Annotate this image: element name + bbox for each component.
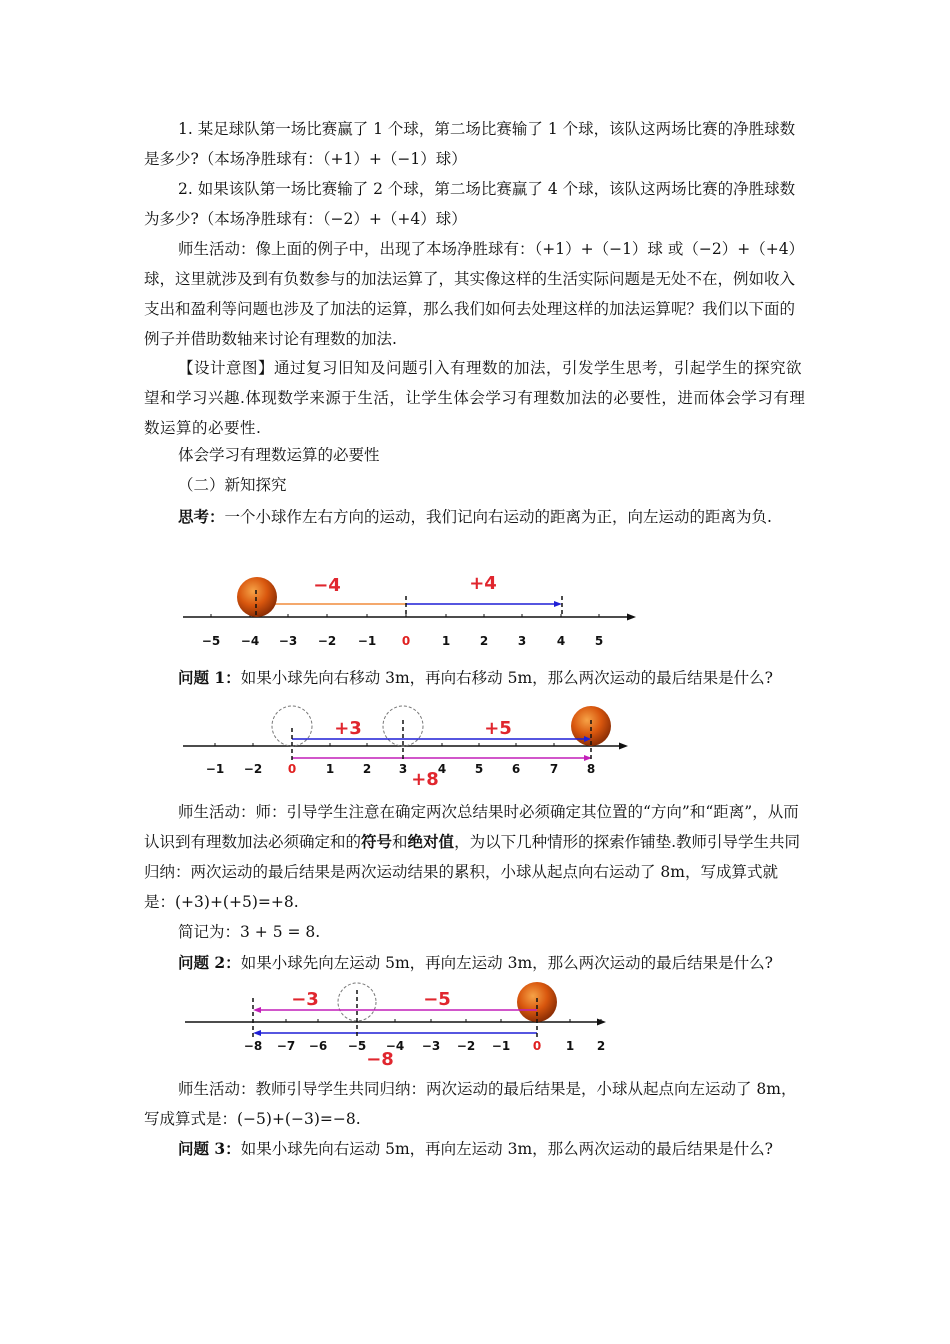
problem-3-label: 问题 3：	[178, 1139, 241, 1158]
tick-label: 1	[325, 762, 335, 776]
tick-label: −3	[421, 1039, 441, 1053]
activity-2-text-b: ，为以下几种情形的探索作铺垫.教师引导学生共同归纳：两次运动的最后结果是两次运动结果的累积，小球从起点向右运动了 8m，写成算式就是：(+3)+(+5)=+8.	[144, 833, 800, 911]
tick-label: −4	[240, 634, 260, 648]
tick-label: −3	[278, 634, 298, 648]
ghost-ball-mid	[338, 983, 376, 1021]
tick-label: −1	[357, 634, 377, 648]
question-1: 1. 某足球队第一场比赛赢了 1 个球，第二场比赛输了 1 个球，该队这两场比赛的净胜球数是多少?（本场净胜球有：（+1）+（−1）球）	[144, 120, 796, 168]
tick-label: −1	[491, 1039, 511, 1053]
jump-minus8-arrow	[253, 1030, 261, 1036]
think-label: 思考：	[178, 507, 225, 526]
jump-label-plus5: +5	[484, 718, 512, 739]
tick-label: −8	[243, 1039, 263, 1053]
necessity-note: 体会学习有理数运算的必要性	[178, 446, 380, 464]
question-2: 2. 如果该队第一场比赛输了 2 个球，第二场比赛赢了 4 个球，该队这两场比赛的净胜球数为多少?（本场净胜球有：（−2）+（+4）球）	[144, 180, 796, 228]
tick-label: 7	[549, 762, 559, 776]
tick-label: 3	[517, 634, 527, 648]
think-paragraph	[144, 502, 808, 532]
activity-2-and: 和	[392, 833, 408, 851]
keyword-absolute-value: 绝对值	[407, 832, 455, 851]
tick-label: 2	[596, 1039, 606, 1053]
tick-label-zero: 0	[401, 634, 411, 648]
problem-3	[144, 1134, 808, 1164]
teacher-student-activity-3: 师生活动：教师引导学生共同归纳：两次运动的最后结果是，小球从起点向左运动了 8m，写成算式是：(−5)+(−3)=−8.	[144, 1080, 797, 1128]
teacher-student-activity-1: 师生活动：像上面的例子中，出现了本场净胜球有：（+1）+（−1）球 或（−2）+（+4）球，这里就涉及到有负数参与的加法运算了，其实像这样的生活实际问题是无处不在，例如收入支出和盈利等问题也涉及了加法的运算，那么我们如何去处理这样的加法运算呢？我们以下面的例子并借助数轴来讨论有理数的加法.	[144, 240, 805, 348]
tick-label: −4	[385, 1039, 405, 1053]
tick-label: 4	[556, 634, 566, 648]
tick-label: −7	[276, 1039, 296, 1053]
tick-label: −2	[317, 634, 337, 648]
tick-label: 6	[511, 762, 521, 776]
design-intent: 【设计意图】通过复习旧知及问题引入有理数的加法，引发学生思考，引起学生的探究欲望和学习兴趣.体现数学来源于生活，让学生体会学习有理数加法的必要性，进而体会学习有理数运算的必要性.	[144, 359, 806, 437]
jump-arrow	[253, 1007, 261, 1013]
jump-label-plus8: +8	[411, 769, 439, 790]
think-text: 一个小球作左右方向的运动，我们记向右运动的距离为正，向左运动的距离为负.	[224, 508, 772, 526]
jump-label-minus8: −8	[366, 1049, 394, 1070]
tick-label: 1	[565, 1039, 575, 1053]
tick-label: 3	[398, 762, 408, 776]
problem-1-label: 问题 1：	[178, 668, 241, 687]
tick-label: 4	[437, 762, 447, 776]
problem-2	[144, 948, 808, 978]
tick-label-zero: 0	[532, 1039, 542, 1053]
tick-label: 8	[586, 762, 596, 776]
teacher-student-activity-2	[144, 797, 808, 917]
tick-label: −2	[243, 762, 263, 776]
activity-2-text-a: 师生活动：师：引导学生注意在确定两次总结果时必须确定其位置的“方向”和“距离”，从而认识到有理数加法必须确定和的	[144, 803, 799, 851]
jump-label-plus3: +3	[334, 718, 362, 739]
keyword-sign: 符号	[361, 832, 393, 851]
problem-3-text: 如果小球先向右运动 5m，再向左运动 3m，那么两次运动的最后结果是什么?	[240, 1140, 773, 1158]
jump-label-minus5: −5	[423, 989, 451, 1010]
tick-label: −5	[347, 1039, 367, 1053]
axis-arrow	[619, 743, 628, 750]
tick-label: 2	[362, 762, 372, 776]
tick-label: −2	[456, 1039, 476, 1053]
section-title: （二）新知探究	[178, 476, 287, 494]
axis-arrow	[627, 614, 636, 621]
tick-label: 5	[594, 634, 604, 648]
tick-label: 2	[479, 634, 489, 648]
number-line-figure-3	[0, 980, 950, 1070]
jump-label-plus4: +4	[469, 573, 497, 594]
ball-icon	[237, 577, 277, 617]
tick-label: −6	[308, 1039, 328, 1053]
ball-icon	[571, 706, 611, 746]
problem-1-text: 如果小球先向右移动 3m，再向右移动 5m，那么两次运动的最后结果是什么?	[240, 669, 773, 687]
tick-label: −1	[205, 762, 225, 776]
number-line-figure-1	[0, 570, 950, 650]
problem-1	[144, 663, 808, 693]
problem-2-label: 问题 2：	[178, 953, 241, 972]
ghost-ball-start	[272, 706, 312, 746]
tick-label-zero: 0	[287, 762, 297, 776]
tick-label: −5	[201, 634, 221, 648]
jump-label-minus4: −4	[313, 575, 341, 596]
jump-plus4-arrow	[554, 601, 562, 607]
tick-label: 5	[474, 762, 484, 776]
tick-label: 1	[441, 634, 451, 648]
shorthand: 简记为：3 + 5 = 8.	[178, 923, 321, 941]
number-line-figure-2	[0, 700, 950, 790]
jump-label-minus3: −3	[291, 989, 319, 1010]
problem-2-text: 如果小球先向左运动 5m，再向左运动 3m，那么两次运动的最后结果是什么?	[240, 954, 773, 972]
ghost-ball-mid	[383, 706, 423, 746]
